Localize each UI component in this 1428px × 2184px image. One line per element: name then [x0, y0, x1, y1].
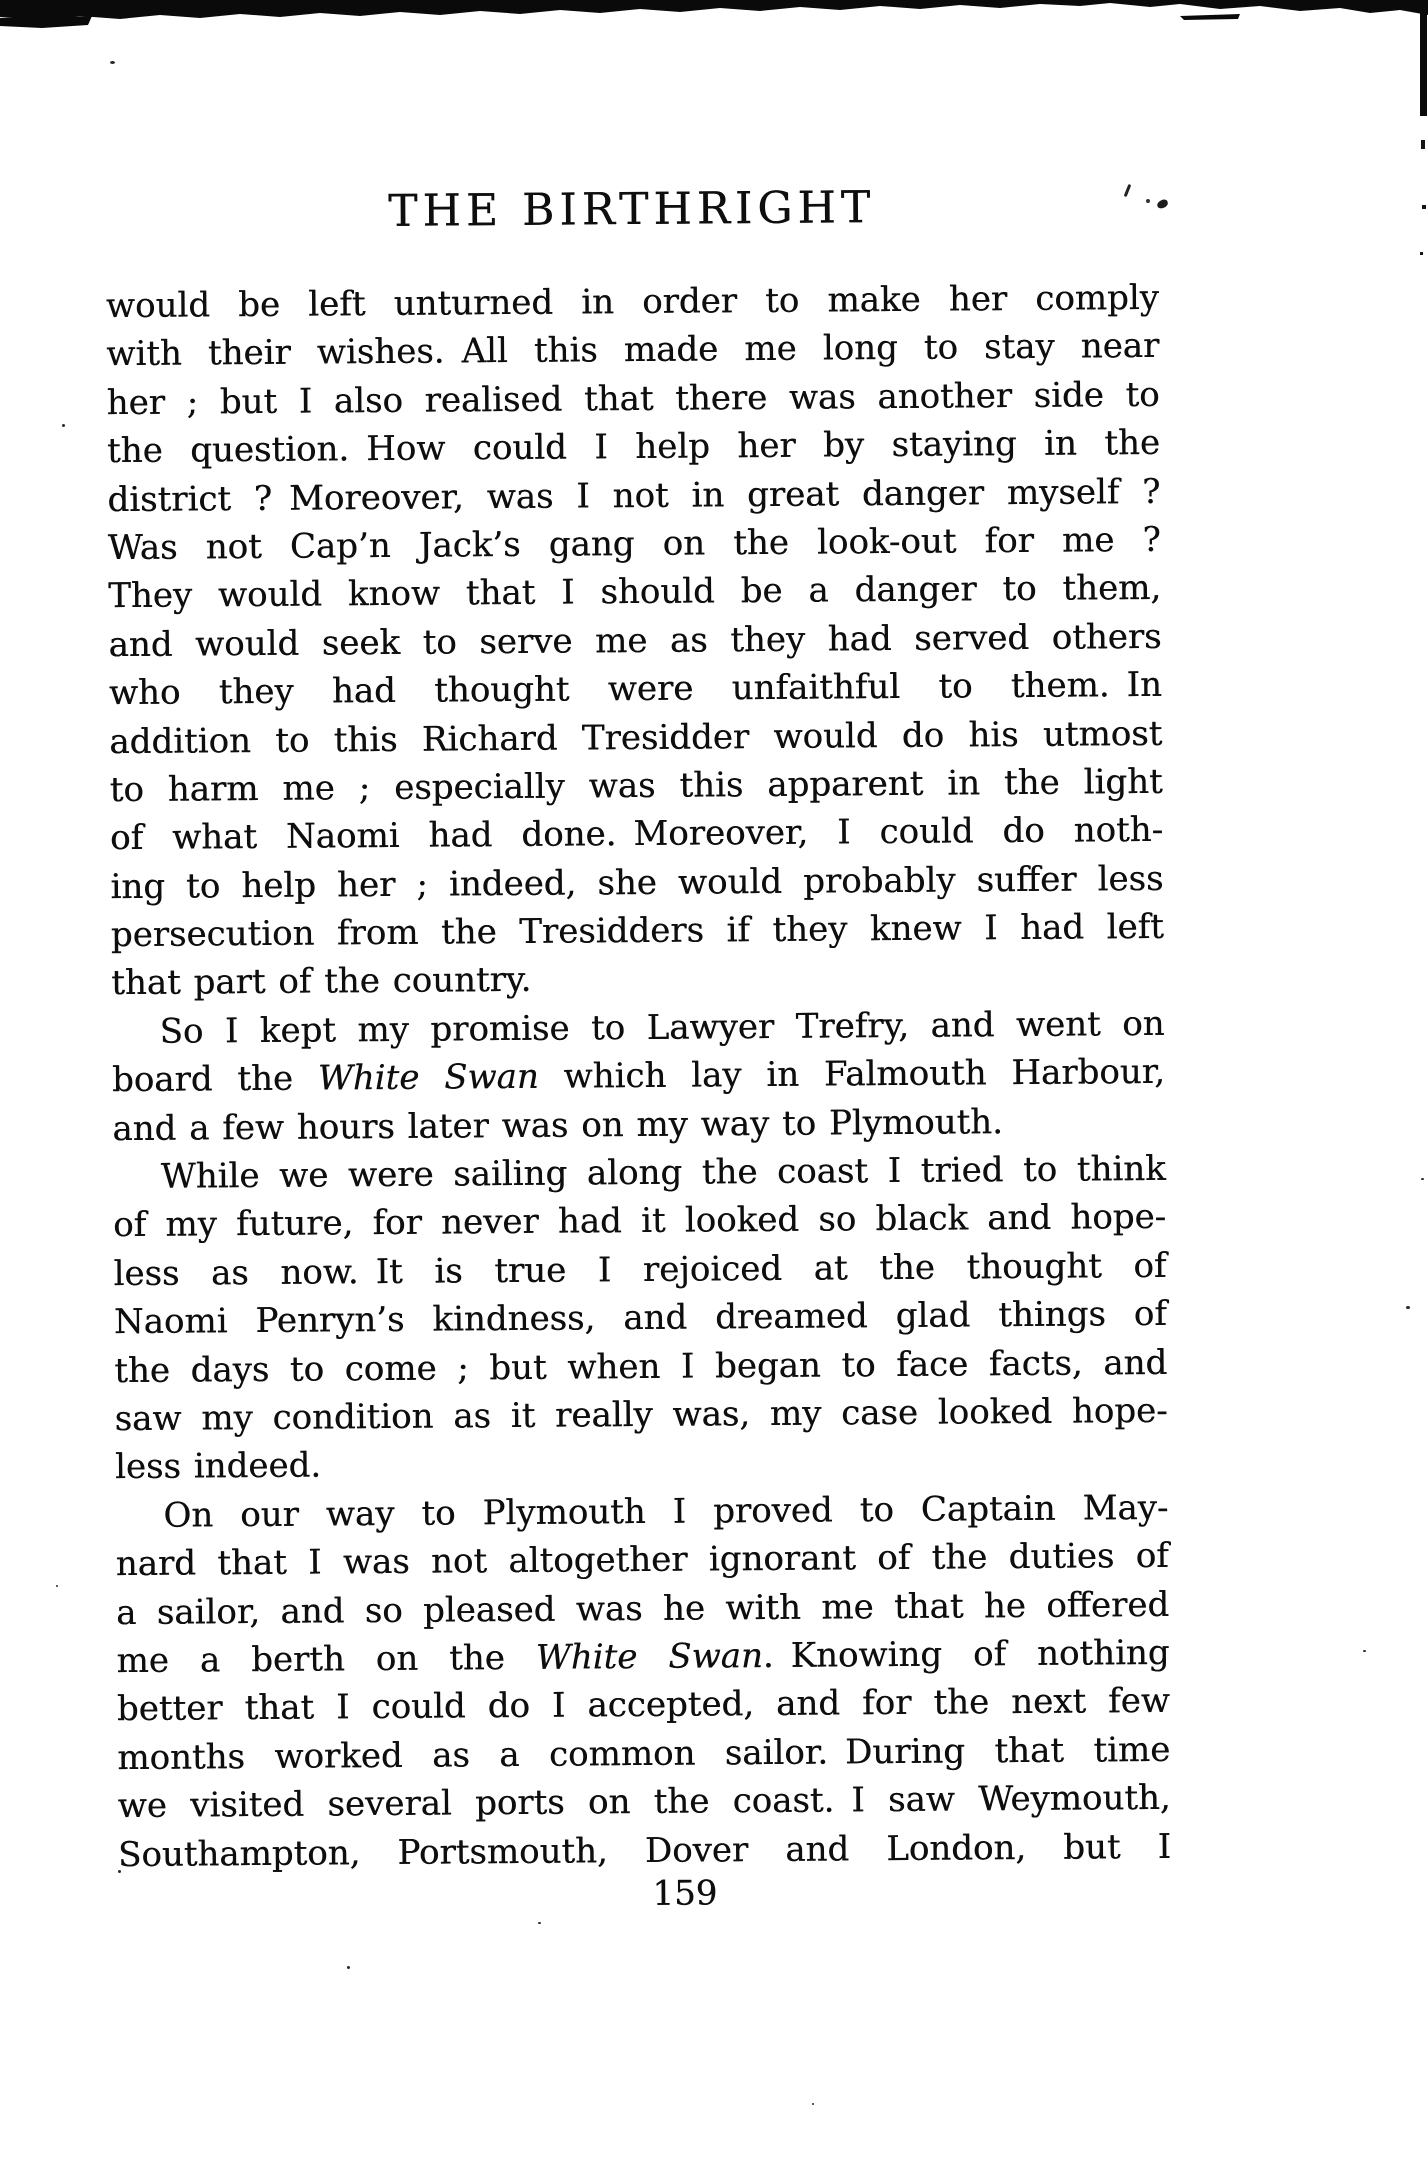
- text-line: the days to come ; but when I began to face facts, and: [114, 1342, 1168, 1391]
- text-line: with their wishes. All this made me long to stay near: [106, 326, 1160, 375]
- text-line: who they had thought were unfaithful to them. In: [108, 665, 1163, 714]
- text-line: board the White Swan which lay in Falmouth Harbour,: [111, 1052, 1166, 1101]
- text-line: ing to help her ; indeed, she would probably suffer less: [110, 858, 1164, 907]
- text-line: district ? Moreover, was I not in great danger myself ?: [107, 471, 1161, 520]
- text-line: Southampton, Portsmouth, Dover and London, but I: [117, 1826, 1172, 1875]
- right-edge-scan-line: [1420, 8, 1427, 116]
- text-line: would be left unturned in order to make her comply: [105, 277, 1160, 327]
- text-line: nard that I was not altogether ignorant of the duties of: [115, 1536, 1169, 1585]
- text-line: a sailor, and so pleased was he with me that he offered: [116, 1584, 1170, 1633]
- text-line: her ; but I also realised that there was another side to: [106, 374, 1160, 423]
- text-line: Naomi Penryn’s kindness, and dreamed glad things of: [113, 1294, 1168, 1343]
- page-number: 159: [652, 1873, 718, 1914]
- text-line: They would know that I should be a danger to them,: [108, 568, 1162, 617]
- right-edge-scan-dash: [1422, 205, 1426, 209]
- running-head: THE BIRTHRIGHT: [387, 182, 876, 237]
- text-line: of my future, for never had it looked so black and hope-: [112, 1197, 1167, 1246]
- text-line: that part of the country.: [111, 960, 532, 1004]
- text-line: On our way to Plymouth I proved to Captain May-: [163, 1487, 1169, 1536]
- text-line: addition to this Richard Tresidder would do his utmost: [109, 713, 1163, 762]
- text-line: So I kept my promise to Lawyer Trefry, and went on: [159, 1003, 1165, 1052]
- text-line: While we were sailing along the coast I tried to think: [160, 1148, 1166, 1197]
- text-line: less as now. It is true I rejoiced at the thought of: [113, 1245, 1167, 1294]
- right-edge-scan-dash: [1421, 140, 1425, 149]
- text-line: and would seek to serve me as they had served others: [108, 616, 1162, 665]
- text-line: persecution from the Tresidders if they knew I had left: [110, 906, 1164, 956]
- text-line: me a berth on the White Swan. Knowing of nothing: [116, 1632, 1170, 1682]
- text-line: we visited several ports on the coast. I saw Weymouth,: [117, 1777, 1171, 1827]
- text-line: to harm me ; especially was this apparent in the light: [109, 761, 1163, 811]
- text-line: Was not Cap’n Jack’s gang on the look-out for me ?: [107, 519, 1161, 569]
- text-line: and a few hours later was on my way to Plymouth.: [112, 1101, 1004, 1149]
- text-line: months worked as a common sailor. During that time: [117, 1729, 1171, 1778]
- text-line: saw my condition as it really was, my case looked hope-: [114, 1390, 1168, 1440]
- text-block: [106, 274, 1172, 1879]
- text-line: of what Naomi had done. Moreover, I could do noth-: [109, 810, 1164, 859]
- text-line: less indeed.: [114, 1445, 322, 1488]
- text-line: the question. How could I help her by staying in the: [106, 423, 1161, 472]
- text-line: better that I could do I accepted, and for the next few: [116, 1681, 1171, 1730]
